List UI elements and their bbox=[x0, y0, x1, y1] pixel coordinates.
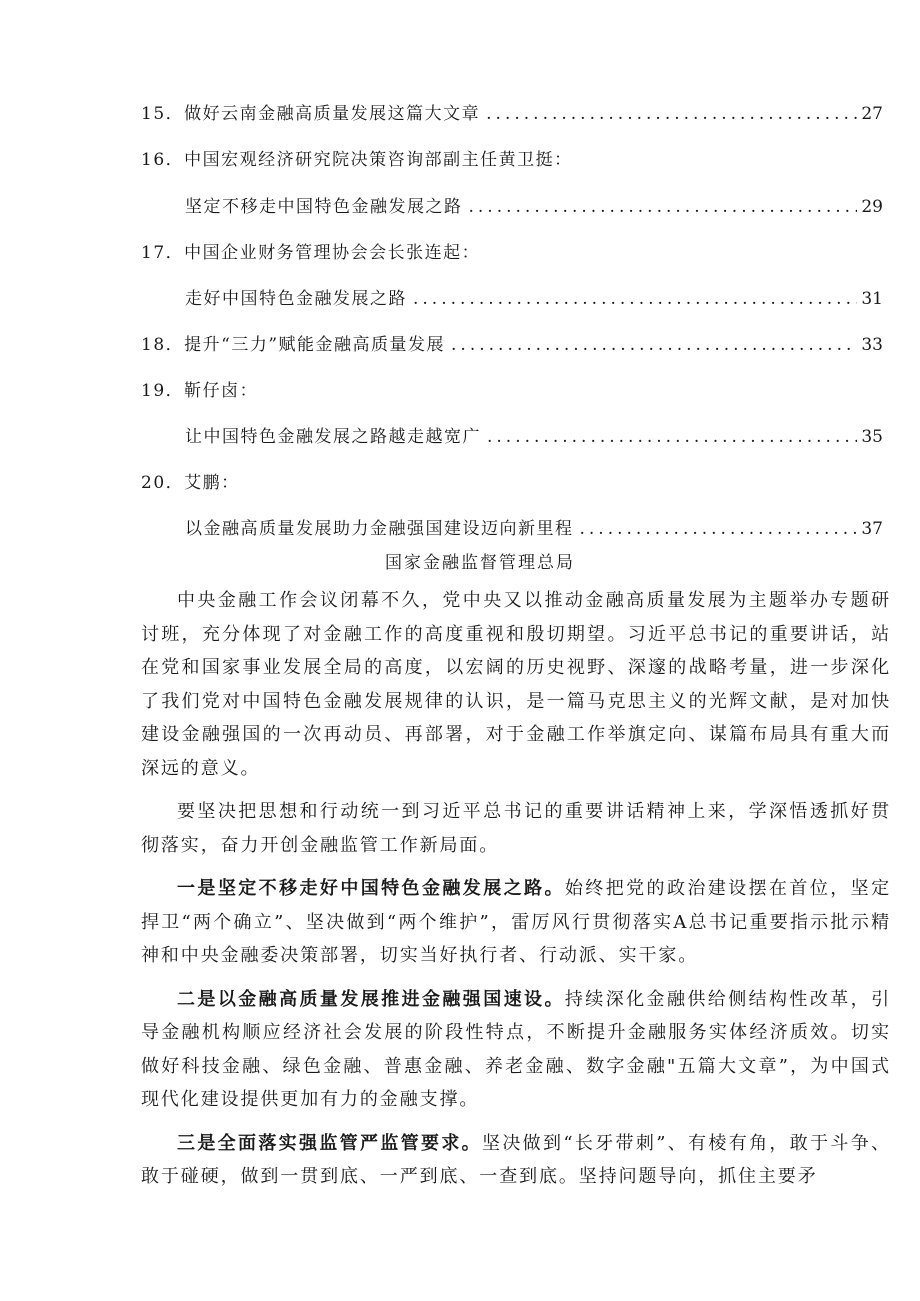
paragraph-text: 要坚决把思想和行动统一到习近平总书记的重要讲话精神上来，学深悟透抓好贯彻落实，奋力开创金融监管工作新局面。 bbox=[141, 801, 891, 856]
toc-entry-page: 29 bbox=[861, 197, 883, 217]
paragraph-lead: 三是全面落实强监管严监管要求。 bbox=[177, 1132, 483, 1154]
toc-entry-page: 31 bbox=[861, 289, 883, 309]
toc-entry-number: 19 bbox=[141, 381, 166, 401]
toc-entry-number: 20 bbox=[141, 473, 166, 493]
toc-entry-page: 35 bbox=[861, 427, 883, 447]
toc-entry-title: ．做好云南金融高质量发展这篇大文章 bbox=[165, 104, 481, 124]
toc-entry[interactable] bbox=[141, 331, 883, 359]
toc-leader-dots bbox=[486, 100, 857, 128]
toc-entry-subtitle-line[interactable] bbox=[141, 285, 883, 313]
toc-entry-page: 33 bbox=[861, 335, 883, 355]
paragraph-text: 坚决做到“长牙带刺”、有棱有角，敢于斗争、敢于碰硬，做到一贯到底、一严到底、一查到底。坚持问题导向，抓住主要矛 bbox=[141, 1132, 891, 1187]
toc-entry-subtitle-line[interactable] bbox=[141, 423, 883, 451]
article-body bbox=[141, 584, 891, 1204]
toc-leader-dots bbox=[580, 515, 858, 543]
article-author: 国家金融监督管理总局 bbox=[385, 553, 575, 573]
toc-entry-subtitle: 走好中国特色金融发展之路 bbox=[185, 289, 407, 309]
toc-entry-subtitle: 坚定不移走中国特色金融发展之路 bbox=[185, 197, 463, 217]
toc-leader-dots bbox=[487, 423, 857, 451]
toc-entry-number: 16 bbox=[141, 150, 166, 170]
toc-entry[interactable] bbox=[141, 239, 883, 267]
paragraph-lead: 一是坚定不移走好中国特色金融发展之路。 bbox=[177, 878, 565, 899]
toc-entry-number: 18 bbox=[141, 335, 166, 355]
toc-entry-subtitle: 以金融高质量发展助力金融强国建设迈向新里程 bbox=[185, 519, 574, 539]
toc-entry-number: 17 bbox=[141, 243, 166, 263]
paragraph bbox=[141, 983, 891, 1117]
toc-entry-title: ．中国宏观经济研究院决策咨询部副主任黄卫挺： bbox=[165, 150, 573, 170]
toc-entry[interactable] bbox=[141, 377, 883, 405]
toc-leader-dots bbox=[451, 331, 857, 359]
toc-entry[interactable] bbox=[141, 146, 883, 174]
toc-entry[interactable] bbox=[141, 100, 883, 128]
paragraph-lead: 二是以金融高质量发展推进金融强国速设。 bbox=[177, 988, 565, 1010]
paragraph bbox=[141, 1127, 891, 1194]
toc-leader-dots bbox=[413, 285, 857, 313]
toc-entry-subtitle: 让中国特色金融发展之路越走越宽广 bbox=[185, 427, 481, 447]
toc-entry-number: 15 bbox=[141, 104, 166, 124]
toc-entry-subtitle-line[interactable] bbox=[141, 193, 883, 221]
paragraph bbox=[141, 795, 891, 862]
paragraph-text: 持续深化金融供给侧结构性改革，引导金融机构顺应经济社会发展的阶段性特点，不断提升金融服务实体经济质效。切实做好科技金融、绿色金融、普惠金融、养老金融、数字金融"五篇大文章”，为中国式现代化建设提供更加有力的金融支撑。 bbox=[141, 988, 891, 1110]
toc-entry-subtitle-line[interactable] bbox=[141, 515, 883, 543]
paragraph-text: 始终把党的政治建设摆在首位，坚定捍卫“两个确立”、坚决做到“两个维护”，雷厉风行贯彻落实A总书记重要指示批示精神和中央金融委决策部署，切实当好执行者、行动派、实干家。 bbox=[141, 878, 891, 966]
toc-entry-title: ．提升“三力”赋能金融高质量发展 bbox=[165, 335, 446, 355]
paragraph-text: 中央金融工作会议闭幕不久，党中央又以推动金融高质量发展为主题举办专题研讨班，充分体现了对金融工作的高度重视和殷切期望。习近平总书记的重要讲话，站在党和国家事业发展全局的高度，以宏阔的历史视野、深邃的战略考量，进一步深化了我们党对中国特色金融发展规律的认识，是一篇马克思主义的光辉文献，是对加快建设金融强国的一次再动员、再部署，对于金融工作举旗定向、谋篇布局具有重大而深远的意义。 bbox=[141, 590, 891, 779]
toc-entry-title: ．靳仔卤： bbox=[165, 381, 259, 401]
toc-entry-page: 37 bbox=[861, 519, 883, 539]
toc-entry-title: ．艾鹏： bbox=[165, 473, 240, 493]
paragraph bbox=[141, 872, 891, 973]
toc-entry-title: ．中国企业财务管理协会会长张连起： bbox=[165, 243, 481, 263]
toc-leader-dots bbox=[469, 193, 858, 221]
toc-entry[interactable] bbox=[141, 469, 883, 497]
paragraph bbox=[141, 584, 891, 785]
toc-entry-page: 27 bbox=[861, 104, 883, 124]
